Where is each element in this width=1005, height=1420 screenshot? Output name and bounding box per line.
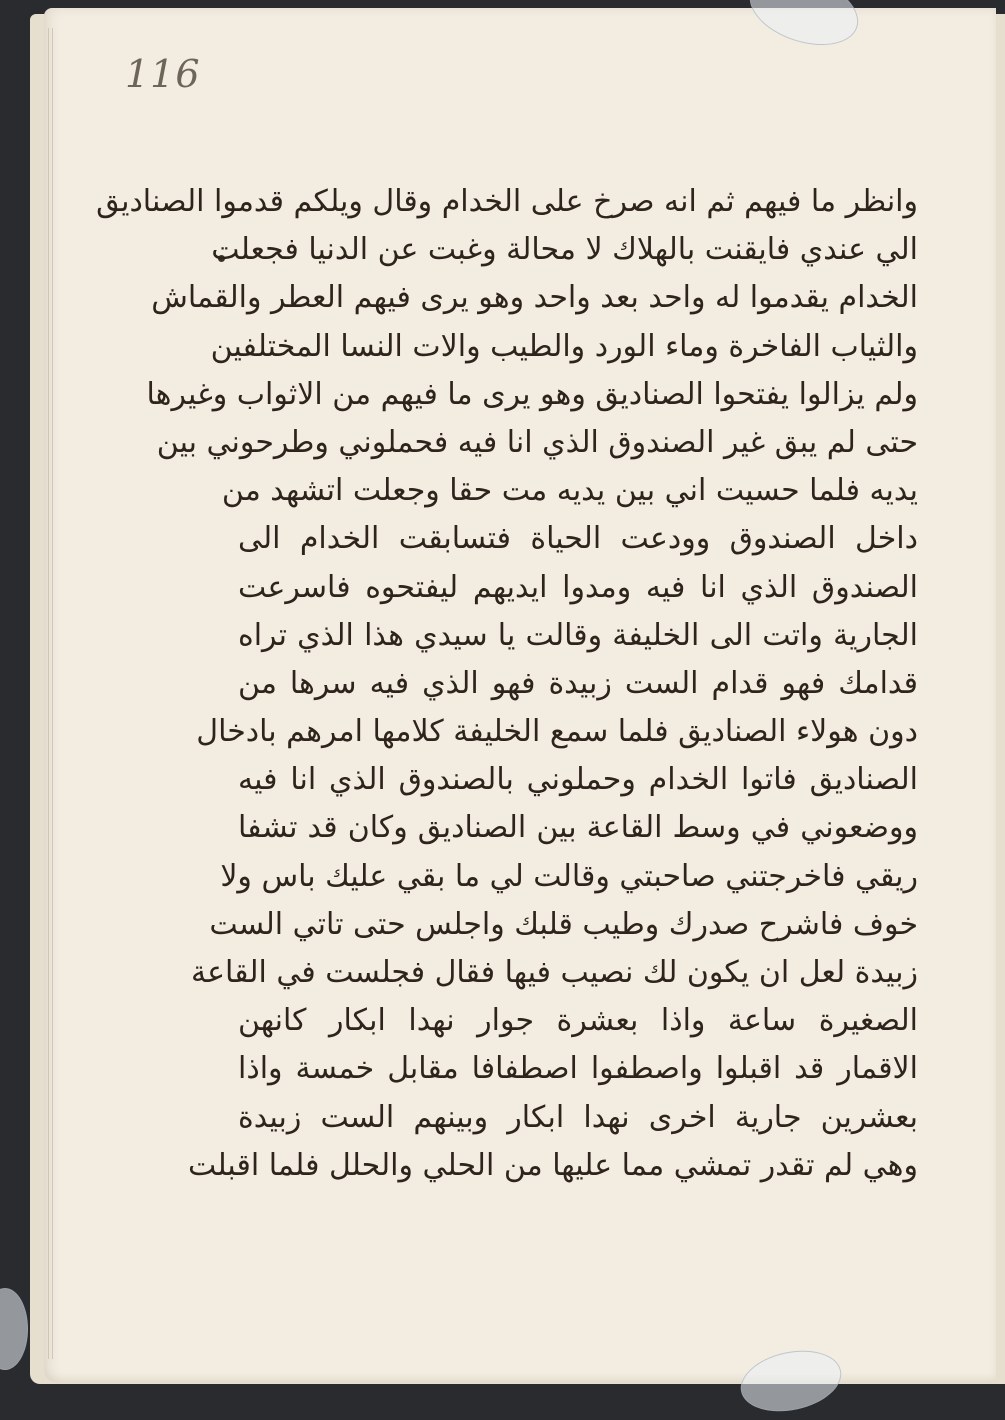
text-line: الصندوق الذي انا فيه ومدوا ايديهم ليفتحوه فاسرعت: [238, 569, 918, 605]
text-line: الجارية واتت الى الخليفة وقالت يا سيدي هذا الذي تراه: [238, 617, 918, 653]
text-line: حتى لم يبق غير الصندوق الذي انا فيه فحملوني وطرحوني بين: [156, 424, 918, 460]
text-line: والثياب الفاخرة وماء الورد والطيب والات النسا المختلفين: [210, 328, 918, 364]
manuscript-text: [96, 178, 918, 1190]
text-line: داخل الصندوق وودعت الحياة فتسابقت الخدام الى: [238, 521, 918, 557]
text-line: زبيدة لعل ان يكون لك نصيب فيها فقال فجلست في القاعة: [191, 955, 918, 990]
text-line: الخدام يقدموا له واحد بعد واحد وهو يرى فيهم العطر والقماش: [151, 280, 918, 316]
text-line: الاقمار قد اقبلوا واصطفوا اصطفافا مقابل خمسة واذا: [238, 1051, 918, 1087]
text-line: خوف فاشرح صدرك وطيب قلبك واجلس حتى تاتي الست: [209, 906, 918, 942]
text-line: وانظر ما فيهم ثم انه صرخ على الخدام وقال ويلكم قدموا الصناديق: [96, 184, 918, 219]
text-line: قدامك فهو قدام الست زبيدة فهو الذي فيه سرها من: [238, 665, 918, 701]
text-line: ريقي فاخرجتني صاحبتي وقالت لي ما بقي عليك باس ولا: [220, 858, 918, 894]
text-line: الصناديق فاتوا الخدام وحملوني بالصندوق الذي انا فيه: [238, 762, 918, 798]
text-line: ووضعوني في وسط القاعة بين الصناديق وكان قد تشفا: [238, 810, 918, 846]
text-line: الي عندي فايقنت بالهلاك لا محالة وغبت عن الدنيا فجعلت: [211, 232, 918, 268]
text-line: دون هولاء الصناديق فلما سمع الخليفة كلامها امرهم بادخال: [196, 714, 918, 750]
page-edge-line: [48, 28, 49, 1359]
text-line: وهي لم تقدر تمشي مما عليها من الحلي والحلل فلما اقبلت: [188, 1147, 918, 1183]
page-edge-line: [52, 28, 53, 1359]
text-line: الصغيرة ساعة واذا بعشرة جوار نهدا ابكار كانهن: [238, 1003, 918, 1039]
clip-bottom-left: [0, 1288, 28, 1370]
text-line: ولم يزالوا يفتحوا الصناديق وهو يرى ما فيهم من الاثواب وغيرها: [146, 376, 918, 412]
text-line: يديه فلما حسيت اني بين يديه مت حقا وجعلت اتشهد من: [221, 473, 918, 509]
text-line: بعشرين جارية اخرى نهدا ابكار وبينهم الست زبيدة: [238, 1099, 918, 1135]
folio-number: 116: [125, 52, 201, 96]
